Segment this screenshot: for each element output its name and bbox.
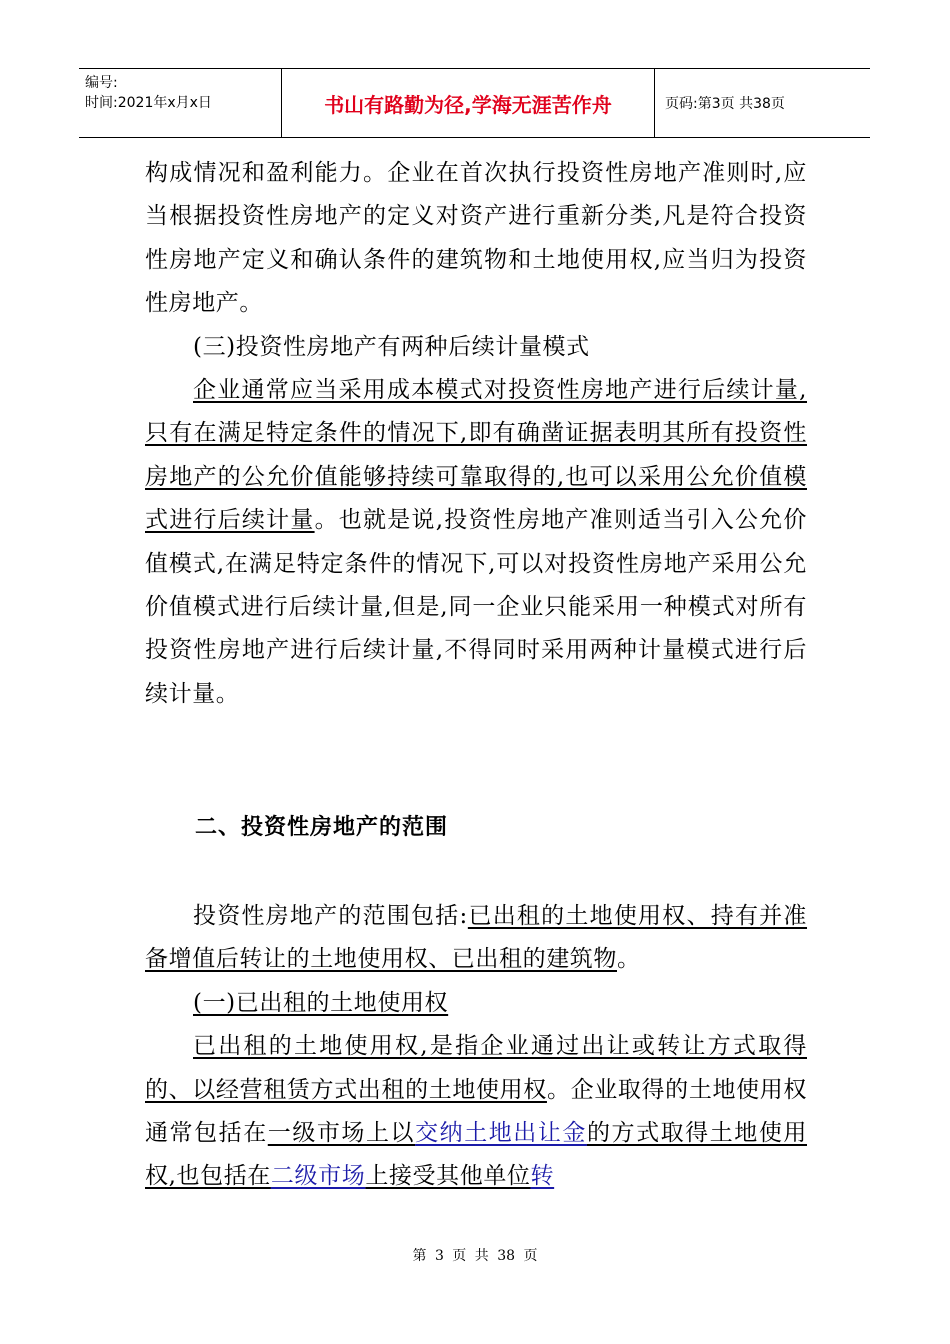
paragraph-6 (145, 1025, 807, 1199)
paragraph-2-subheading: (三)投资性房地产有两种后续计量模式 (193, 333, 590, 360)
underlined-text: 的方式取得土地使用权,也包括在 (145, 1120, 807, 1190)
paragraph-5-subheading (145, 982, 807, 1025)
page-footer: 第 3 页 共 38 页 (412, 1248, 538, 1264)
header-motto: 书山有路勤为径,学海无涯苦作舟 (282, 69, 655, 137)
hyperlink-secondary-market[interactable]: 二级市场 (270, 1163, 366, 1190)
underlined-text: 企业通常应当采用成本模式对投资性房地产进行后续计量,只有在满足特定条件的情况下,即有确凿证据表明其所有投资性房地产的公允价值能够持续可靠取得的,也可以采用公允价值模式进行后续计量 (145, 377, 807, 534)
number-label: 编号: (85, 75, 118, 91)
section-title: 二、投资性房地产的范围 (195, 815, 449, 840)
header-page-info: 页码:第3页 共38页 (665, 96, 785, 112)
hyperlink-transfer[interactable]: 转 (530, 1163, 555, 1190)
underlined-text: (一)已出租的土地使用权 (193, 989, 449, 1016)
paragraph-1: 构成情况和盈利能力。企业在首次执行投资性房地产准则时,应当根据投资性房地产的定义对资产进行重新分类,凡是符合投资性房地产定义和确认条件的建筑物和土地使用权,应当归为投资性房地产。 (145, 160, 807, 317)
plain-text: 投资性房地产的范围包括: (193, 903, 468, 929)
body-text-top (145, 152, 807, 716)
body-text-bottom (145, 895, 807, 1199)
paragraph-3 (145, 369, 807, 716)
plain-text: 。企业取得的土地使用权通常包括在 (145, 1076, 807, 1147)
plain-text: 。 (617, 946, 641, 973)
plain-text: 。也就是说,投资性房地产准则适当引入公允价值模式,在满足特定条件的情况下,可以对投资性房地产采用公允价值模式进行后续计量,但是,同一企业只能采用一种模式对所有投资性房地产进行后续计量,不得同时采用两种计量模式进行后续计量。 (145, 507, 807, 707)
underlined-text: 已出租的土地使用权、持有并准备增值后转让的土地使用权、已出租的建筑物 (145, 903, 808, 973)
underlined-text: 一级市场上以 (267, 1120, 416, 1147)
header-meta (79, 69, 282, 137)
paragraph-4 (145, 895, 807, 982)
underlined-text: 上接受其他单位 (365, 1163, 531, 1190)
page-header (79, 68, 870, 138)
time-label: 时间:2021年x月x日 (85, 95, 212, 111)
underlined-text: 已出租的土地使用权,是指企业通过出让或转让方式取得的、以经营租赁方式出租的土地使用权 (145, 1033, 807, 1103)
hyperlink-land-grant-fee[interactable]: 交纳土地出让金 (415, 1120, 587, 1147)
